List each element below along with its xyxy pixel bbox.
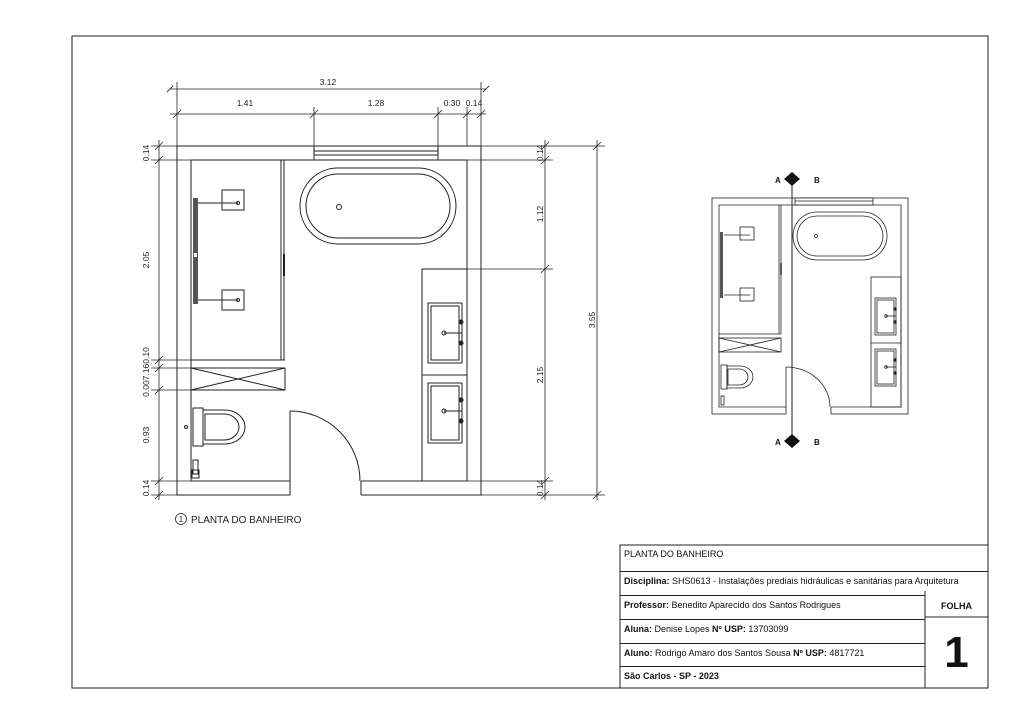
dim-left-shower: 2.05 (141, 251, 151, 269)
disciplina-label: Disciplina: (624, 576, 670, 586)
section-marker-top (784, 172, 800, 186)
titleblock-disciplina (620, 571, 988, 590)
dim-right-vanity: 2.15 (535, 366, 545, 384)
main-floor-plan (177, 146, 481, 496)
titleblock-aluno (620, 643, 925, 662)
dim-right-tub: 1.12 (535, 205, 545, 223)
section-marker-bottom (784, 434, 800, 448)
professor-label: Professor: (624, 600, 670, 610)
folha-label: FOLHA (941, 601, 972, 611)
titleblock-professor (620, 595, 925, 614)
dimension-lines (151, 82, 605, 500)
aluna-value: Denise Lopes (652, 624, 713, 634)
aluna-label: Aluna: (624, 624, 652, 634)
key-plan (712, 178, 908, 440)
aluna-usp-label: Nº USP: (712, 624, 746, 634)
caption-title: PLANTA DO BANHEIRO (191, 515, 302, 526)
dim-right-bottom: 0.14 (535, 479, 545, 497)
dim-left-bottom: 0.14 (141, 479, 151, 497)
folha-number: 1 (944, 628, 969, 677)
professor-value: Benedito Aparecido dos Santos Rodrigues (669, 600, 841, 610)
dim-overall-height: 3.55 (587, 311, 597, 329)
titleblock-title (620, 545, 988, 564)
dim-overall-width: 3.12 (319, 77, 337, 87)
local-text: São Carlos - SP - 2023 (624, 671, 719, 681)
aluno-usp-label: Nº USP: (793, 648, 827, 658)
dim-w4: 0.14 (465, 98, 483, 108)
disciplina-value: SHS0613 - Instalações prediais hidráulicas e sanitárias para Arquitetura (669, 576, 959, 586)
dimension-labels (141, 77, 597, 496)
aluno-usp-value: 4817721 (826, 648, 865, 658)
aluno-value: Rodrigo Amaro dos Santos Sousa (652, 648, 794, 658)
title-block (620, 545, 988, 688)
titleblock-aluna (620, 619, 925, 638)
dim-left-small: 0.007.160.10 (141, 347, 151, 397)
caption-number: 1 (178, 515, 184, 524)
section-label-b-bottom: B (814, 438, 820, 447)
section-label-a-bottom: A (775, 438, 781, 447)
section-label-b-top: B (814, 176, 820, 185)
dim-left-top: 0.14 (141, 144, 151, 162)
dim-right-top: 0.14 (535, 144, 545, 162)
titleblock-title-text: PLANTA DO BANHEIRO (624, 549, 724, 559)
aluno-label: Aluno: (624, 648, 653, 658)
dim-w2: 1.28 (367, 98, 385, 108)
section-label-a-top: A (775, 176, 781, 185)
dim-left-wc: 0.93 (141, 426, 151, 444)
dim-w3: 0.30 (443, 98, 461, 108)
titleblock-local (620, 666, 925, 685)
dim-w1: 1.41 (236, 98, 254, 108)
aluna-usp-value: 13703099 (745, 624, 789, 634)
